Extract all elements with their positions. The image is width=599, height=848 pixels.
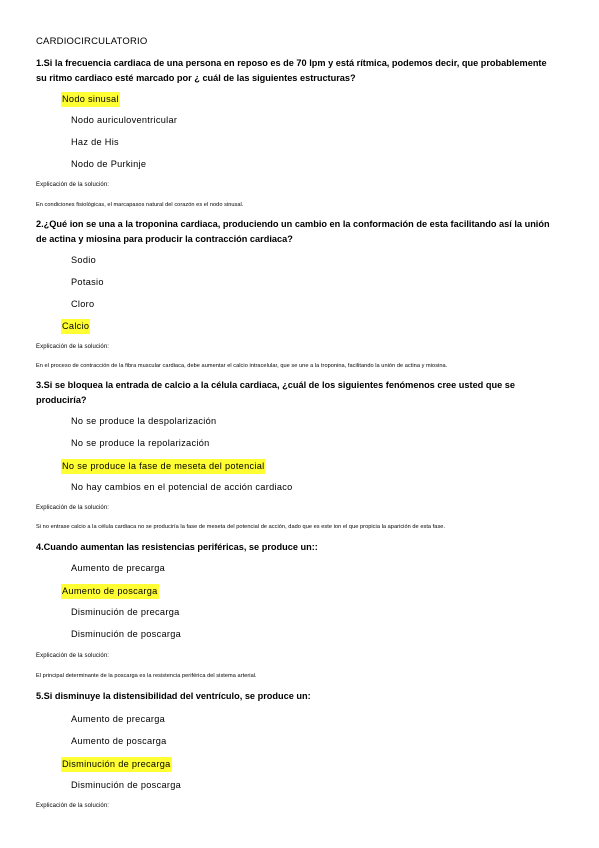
- question-3-option-3-correct: No se produce la fase de meseta del potencial: [61, 459, 265, 474]
- question-5-explanation-label: Explicación de la solución:: [36, 803, 110, 809]
- question-4-option-4: Disminución de poscarga: [71, 629, 182, 639]
- question-1-option-3: Haz de His: [71, 137, 119, 147]
- question-5-option-2: Aumento de poscarga: [71, 736, 167, 746]
- question-1-explanation-label: Explicación de la solución:: [36, 182, 110, 188]
- question-4-explanation: El principal determinante de la poscarga es la resistencia periférica del sistema arterial.: [36, 673, 257, 679]
- question-4-option-3: Disminución de precarga: [71, 607, 180, 617]
- question-1-option-4: Nodo de Purkinje: [71, 159, 147, 169]
- question-3-option-4: No hay cambios en el potencial de acción cardiaco: [71, 482, 293, 492]
- question-3-option-1: No se produce la despolarización: [71, 416, 217, 426]
- question-1-text: 1.Si la frecuencia cardiaca de una persona en reposo es de 70 lpm y está rítmica, podemos decir, que probablemente su ritmo cardiaco esté marcado por ¿ cuál de las siguientes estructuras?: [36, 58, 547, 83]
- question-5-option-3-correct: Disminución de precarga: [61, 757, 172, 772]
- question-2-explanation: En el proceso de contracción de la fibra muscular cardiaca, debe aumentar el calcio intracelular, que se une a la troponina, facilitando la unión de actina y miosina.: [36, 363, 448, 369]
- question-5-text: 5.Si disminuye la distensibilidad del ventrículo, se produce un:: [36, 691, 311, 701]
- question-4-text: 4.Cuando aumentan las resistencias periféricas, se produce un::: [36, 542, 318, 552]
- question-1-explanation: En condiciones fisiológicas, el marcapasos natural del corazón es el nodo sinusal.: [36, 202, 244, 208]
- question-2-option-2: Potasio: [71, 277, 104, 287]
- question-2-text: 2.¿Qué ion se una a la troponina cardiaca, produciendo un cambio en la conformación de esta facilitando así la unión de actina y miosina para producir la contracción cardiaca?: [36, 219, 550, 244]
- question-4-option-2-correct: Aumento de poscarga: [61, 584, 159, 599]
- question-2-option-1: Sodio: [71, 255, 96, 265]
- question-3-explanation-label: Explicación de la solución:: [36, 505, 110, 511]
- question-4-option-1: Aumento de precarga: [71, 563, 166, 573]
- question-1-option-1-correct: Nodo sinusal: [61, 92, 120, 107]
- question-1-option-2: Nodo auriculoventricular: [71, 115, 178, 125]
- document-title: CARDIOCIRCULATORIO: [36, 36, 148, 47]
- question-2-option-4-correct: Calcio: [61, 319, 90, 334]
- question-2-explanation-label: Explicación de la solución:: [36, 344, 110, 350]
- question-3-option-2: No se produce la repolarización: [71, 438, 210, 448]
- question-3-text: 3.Si se bloquea la entrada de calcio a la célula cardiaca, ¿cuál de los siguientes fenómenos cree usted que se produciría?: [36, 380, 515, 405]
- question-4-explanation-label: Explicación de la solución:: [36, 653, 110, 659]
- question-5-option-1: Aumento de precarga: [71, 714, 166, 724]
- question-5-option-4: Disminución de poscarga: [71, 780, 182, 790]
- question-2-option-3: Cloro: [71, 299, 95, 309]
- question-3-explanation: Si no entrase calcio a la célula cardiaca no se produciría la fase de meseta del potencial de acción, dado que es este ion el que propicia la aparición de esta fase.: [36, 524, 446, 530]
